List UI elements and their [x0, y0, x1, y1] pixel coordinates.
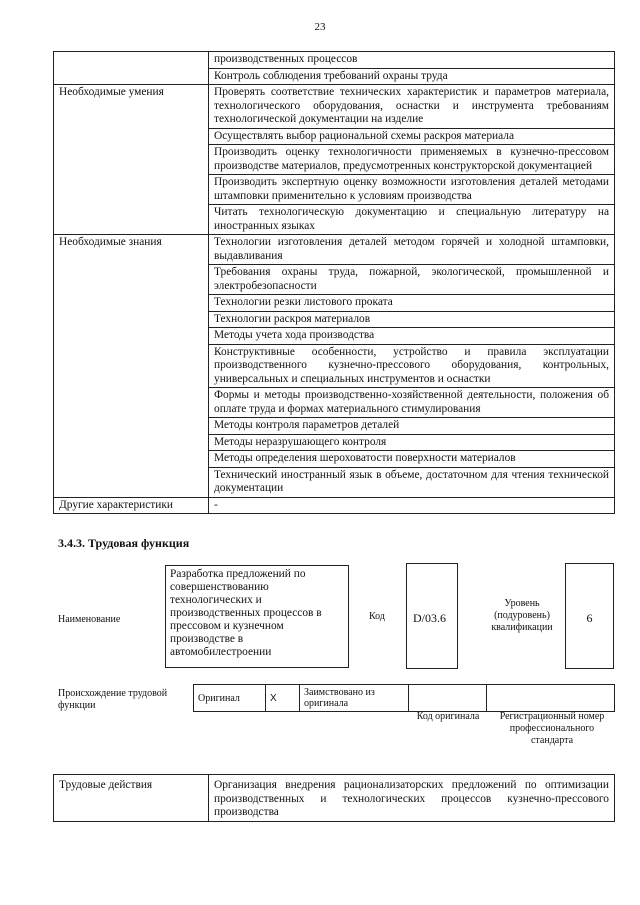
section-item: Методы неразрушающего контроля [209, 434, 615, 451]
origin-table [193, 684, 615, 712]
registration-number-caption: Регистрационный номер профессионального стандарта [499, 711, 605, 746]
code-original-caption: Код оригинала [416, 711, 480, 722]
code-label: Код [369, 611, 385, 622]
labor-actions-table [53, 774, 615, 822]
section-item: Производить оценку технологичности применяемых в кузнечно-прессовом производстве материалов, предусмотренных конструкторской документацией [209, 145, 615, 175]
section-item: Конструктивные особенности, устройство и правила эксплуатации производственного кузнечно-прессового оборудования, контрольных, универсальных и специальных инструментов и оснастки [209, 344, 615, 388]
section-item: - [209, 497, 615, 514]
section-item: Методы учета хода производства [209, 328, 615, 345]
origin-label: Происхождение трудовой функции [58, 688, 168, 711]
section-item: Проверять соответствие технических характеристик и параметров материала, технологического оборудования, оснастки и инструмента требованиям технологической документации на изделие [209, 85, 615, 129]
table-row [54, 85, 615, 129]
borrowed-label: Заимствовано из оригинала [300, 685, 409, 712]
original-label: Оригинал [194, 685, 266, 712]
function-code-value: D/03.6 [406, 563, 458, 669]
qualification-level-value: 6 [565, 563, 614, 669]
section-item: Производить экспертную оценку возможности изготовления деталей методами штамповки применительно к условиям производства [209, 175, 615, 205]
section-heading: 3.4.3. Трудовая функция [58, 536, 190, 550]
section-item: Осуществлять выбор рациональной схемы раскроя материала [209, 128, 615, 145]
level-label: Уровень (подуровень) квалификации [491, 598, 553, 633]
section-item: Технический иностранный язык в объеме, достаточном для чтения технической документации [209, 467, 615, 497]
table-row [54, 235, 615, 265]
function-name-value: Разработка предложений по совершенствованию технологических и производственных процессов в прессовом и кузнечном производстве в автомобилестроении [165, 565, 349, 668]
table-row [54, 497, 615, 514]
section-item: Читать технологическую документацию и специальную литературу на иностранных языках [209, 205, 615, 235]
original-code-cell [409, 685, 487, 712]
labor-actions-label: Трудовые действия [54, 775, 209, 822]
page-number: 23 [314, 21, 326, 33]
section-label [54, 52, 209, 85]
section-item: Технологии раскроя материалов [209, 311, 615, 328]
labor-actions-text: Организация внедрения рационализаторских предложений по оптимизации производственных и технологических процессов кузнечно-прессового производства [209, 775, 615, 822]
section-item: Методы контроля параметров деталей [209, 418, 615, 435]
table-row [54, 52, 615, 69]
section-item: Контроль соблюдения требований охраны труда [209, 68, 615, 85]
registration-number-cell [487, 685, 615, 712]
section-item: производственных процессов [209, 52, 615, 69]
section-item: Технологии изготовления деталей методом горячей и холодной штамповки, выдавливания [209, 235, 615, 265]
name-label: Наименование [58, 614, 121, 625]
section-label: Необходимые умения [54, 85, 209, 235]
section-label: Другие характеристики [54, 497, 209, 514]
section-item: Требования охраны труда, пожарной, экологической, промышленной и электробезопасности [209, 265, 615, 295]
section-label: Необходимые знания [54, 235, 209, 498]
section-item: Технологии резки листового проката [209, 295, 615, 312]
original-mark: X [266, 685, 300, 712]
section-item: Формы и методы производственно-хозяйственной деятельности, положения об оплате труда и формах материального стимулирования [209, 388, 615, 418]
section-item: Методы определения шероховатости поверхности материалов [209, 451, 615, 468]
skills-knowledge-table [53, 51, 615, 514]
